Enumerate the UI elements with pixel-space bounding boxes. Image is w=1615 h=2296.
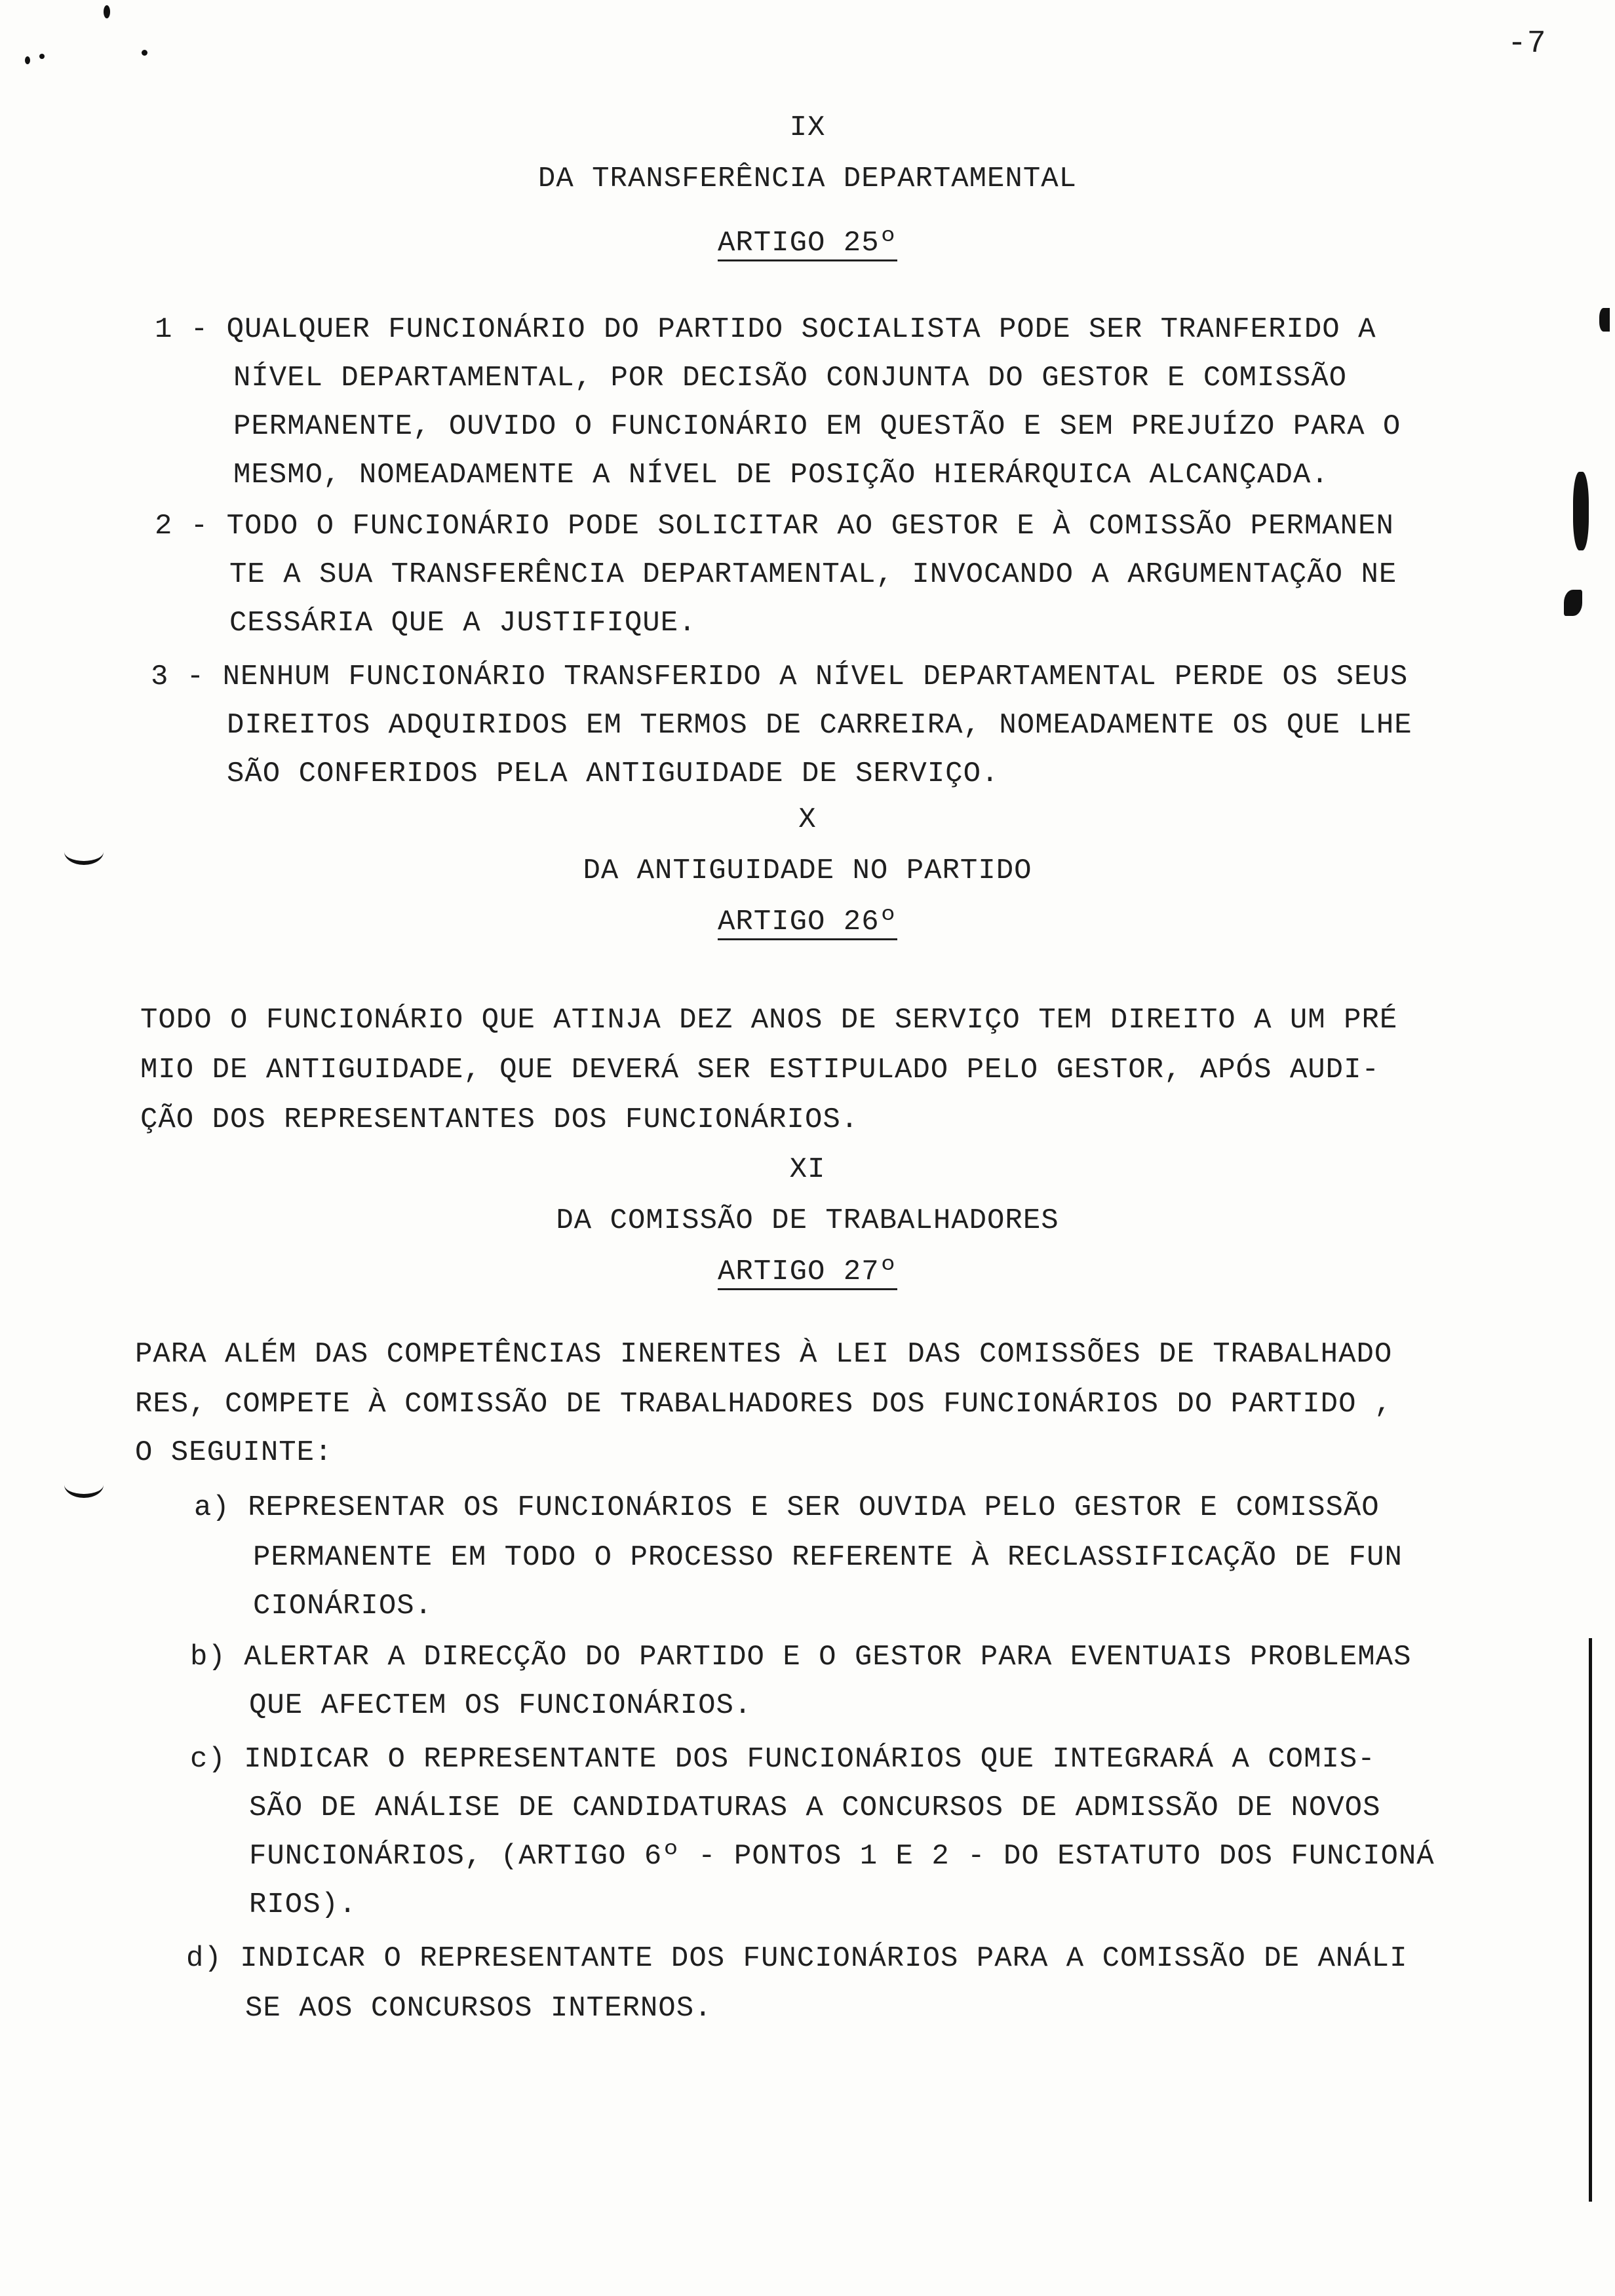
scan-speck (39, 54, 45, 59)
scan-speck (25, 56, 30, 64)
paragraph-line: TODO O FUNCIONÁRIO QUE ATINJA DEZ ANOS DE SERVIÇO TEM DIREITO A UM PRÉ (140, 1004, 1398, 1037)
paragraph-line: O SEGUINTE: (135, 1436, 333, 1469)
list-item-line: FUNCIONÁRIOS, (ARTIGO 6º - PONTOS 1 E 2 - DO ESTATUTO DOS FUNCIONÁ (249, 1840, 1435, 1873)
list-item-line: a) REPRESENTAR OS FUNCIONÁRIOS E SER OUVIDA PELO GESTOR E COMISSÃO (194, 1491, 1380, 1524)
section-title: DA TRANSFERÊNCIA DEPARTAMENTAL (537, 163, 1078, 195)
scan-speck (142, 50, 147, 56)
article-heading-text: ARTIGO 26º (717, 906, 898, 938)
section-numeral: XI (789, 1153, 826, 1186)
paragraph-line: 2 - TODO O FUNCIONÁRIO PODE SOLICITAR AO GESTOR E À COMISSÃO PERMANEN (155, 510, 1394, 543)
list-item-line: d) INDICAR O REPRESENTANTE DOS FUNCIONÁRIOS PARA A COMISSÃO DE ANÁLI (186, 1942, 1408, 1975)
section-numeral: IX (789, 111, 826, 144)
paragraph-line: NÍVEL DEPARTAMENTAL, POR DECISÃO CONJUNTA DO GESTOR E COMISSÃO (233, 362, 1348, 394)
scan-edge-mark (1589, 1638, 1592, 2202)
scan-speck (104, 5, 110, 18)
scan-edge-mark (1573, 472, 1589, 550)
list-item-line: c) INDICAR O REPRESENTANTE DOS FUNCIONÁRIOS QUE INTEGRARÁ A COMIS- (190, 1743, 1376, 1776)
list-item-line: SÃO DE ANÁLISE DE CANDIDATURAS A CONCURSOS DE ADMISSÃO DE NOVOS (249, 1791, 1381, 1824)
scan-edge-mark (1564, 590, 1582, 616)
article-heading (0, 898, 1615, 947)
paragraph-line: MESMO, NOMEADAMENTE A NÍVEL DE POSIÇÃO HIERÁRQUICA ALCANÇADA. (233, 459, 1329, 491)
section-title: DA ANTIGUIDADE NO PARTIDO (583, 854, 1032, 887)
paragraph-line: 1 - QUALQUER FUNCIONÁRIO DO PARTIDO SOCIALISTA PODE SER TRANFERIDO A (155, 313, 1376, 346)
paragraph-line: PERMANENTE, OUVIDO O FUNCIONÁRIO EM QUESTÃO E SEM PREJUÍZO PARA O (233, 410, 1401, 443)
list-item-line: SE AOS CONCURSOS INTERNOS. (245, 1992, 712, 2025)
paragraph-line: 3 - NENHUM FUNCIONÁRIO TRANSFERIDO A NÍVEL DEPARTAMENTAL PERDE OS SEUS (151, 660, 1409, 693)
scan-edge-mark (1599, 308, 1610, 332)
list-item-line: PERMANENTE EM TODO O PROCESSO REFERENTE À RECLASSIFICAÇÃO DE FUN (253, 1541, 1403, 1574)
article-heading-text: ARTIGO 27º (717, 1255, 898, 1288)
paragraph-line: RES, COMPETE À COMISSÃO DE TRABALHADORES DOS FUNCIONÁRIOS DO PARTIDO , (135, 1388, 1393, 1421)
list-item-line: b) ALERTAR A DIRECÇÃO DO PARTIDO E O GESTOR PARA EVENTUAIS PROBLEMAS (190, 1641, 1412, 1674)
page-number: -7 (1508, 26, 1547, 62)
list-item-line: CIONÁRIOS. (253, 1590, 433, 1622)
paragraph-line: MIO DE ANTIGUIDADE, QUE DEVERÁ SER ESTIPULADO PELO GESTOR, APÓS AUDI- (140, 1054, 1380, 1086)
paragraph-line: CESSÁRIA QUE A JUSTIFIQUE. (229, 607, 697, 640)
paragraph-line: PARA ALÉM DAS COMPETÊNCIAS INERENTES À LEI DAS COMISSÕES DE TRABALHADO (135, 1338, 1393, 1371)
section-title: DA COMISSÃO DE TRABALHADORES (556, 1204, 1059, 1237)
paragraph-line: TE A SUA TRANSFERÊNCIA DEPARTAMENTAL, INVOCANDO A ARGUMENTAÇÃO NE (229, 558, 1397, 591)
list-item-line: QUE AFECTEM OS FUNCIONÁRIOS. (249, 1689, 752, 1722)
paragraph-line: DIREITOS ADQUIRIDOS EM TERMOS DE CARREIRA, NOMEADAMENTE OS QUE LHE (227, 709, 1412, 742)
paragraph-line: SÃO CONFERIDOS PELA ANTIGUIDADE DE SERVIÇO. (227, 757, 1000, 790)
article-heading-text: ARTIGO 25º (717, 227, 898, 259)
article-heading (0, 1248, 1615, 1297)
paragraph-line: ÇÃO DOS REPRESENTANTES DOS FUNCIONÁRIOS. (140, 1103, 859, 1136)
scan-hole-mark (64, 1472, 104, 1498)
list-item-line: RIOS). (249, 1888, 357, 1921)
section-numeral: X (798, 803, 817, 836)
article-heading (0, 219, 1615, 268)
